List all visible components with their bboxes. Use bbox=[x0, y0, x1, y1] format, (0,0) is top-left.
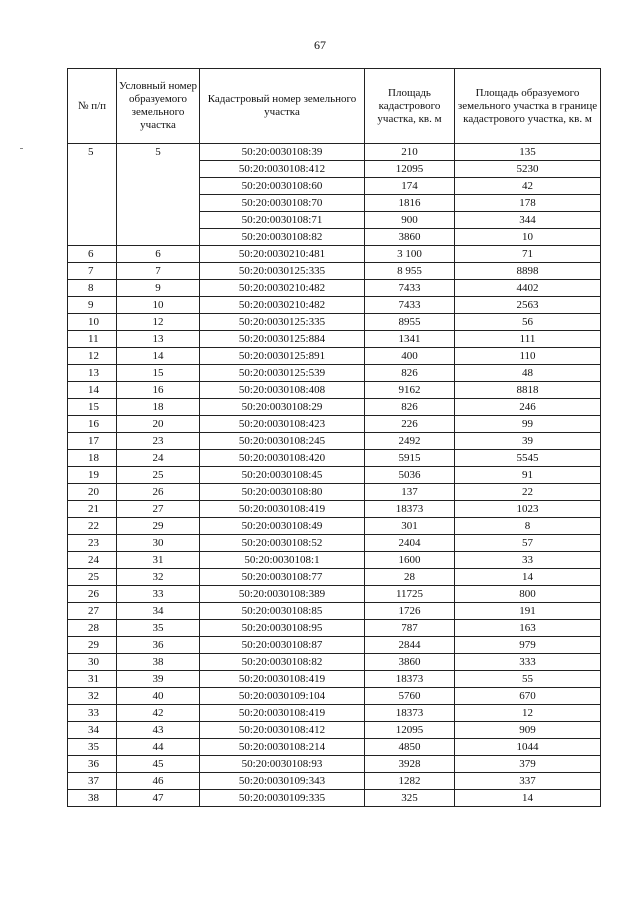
row-conditional-number: 13 bbox=[117, 331, 200, 348]
row-conditional-number: 34 bbox=[117, 603, 200, 620]
row-conditional-number: 12 bbox=[117, 314, 200, 331]
row-formed-area: 979 bbox=[455, 637, 601, 654]
row-cadastral-area: 8 955 bbox=[365, 263, 455, 280]
table-row bbox=[68, 705, 601, 722]
header-formed-area: Площадь образуемого земельного участка в границе кадастрового участка, кв. м bbox=[455, 69, 601, 144]
row-number: 19 bbox=[68, 467, 117, 484]
row-conditional-number: 23 bbox=[117, 433, 200, 450]
row-cadastral-number: 50:20:0030108:1 bbox=[200, 552, 365, 569]
row-cadastral-area: 301 bbox=[365, 518, 455, 535]
row-conditional-number: 46 bbox=[117, 773, 200, 790]
land-plots-table-wrapper bbox=[67, 68, 601, 807]
table-row bbox=[68, 297, 601, 314]
table-row bbox=[68, 722, 601, 739]
row-cadastral-area: 18373 bbox=[365, 671, 455, 688]
row-cadastral-number: 50:20:0030108:82 bbox=[200, 229, 365, 246]
row-formed-area: 2563 bbox=[455, 297, 601, 314]
row-cadastral-area: 1816 bbox=[365, 195, 455, 212]
row-number: 27 bbox=[68, 603, 117, 620]
row-formed-area: 5545 bbox=[455, 450, 601, 467]
row-cadastral-number: 50:20:0030108:85 bbox=[200, 603, 365, 620]
table-row bbox=[68, 654, 601, 671]
row-formed-area: 337 bbox=[455, 773, 601, 790]
row-cadastral-area: 5036 bbox=[365, 467, 455, 484]
row-formed-area: 5230 bbox=[455, 161, 601, 178]
table-body bbox=[68, 144, 601, 807]
row-formed-area: 91 bbox=[455, 467, 601, 484]
row-cadastral-area: 325 bbox=[365, 790, 455, 807]
row-cadastral-area: 7433 bbox=[365, 280, 455, 297]
row-cadastral-number: 50:20:0030108:29 bbox=[200, 399, 365, 416]
row-formed-area: 333 bbox=[455, 654, 601, 671]
row-conditional-number: 29 bbox=[117, 518, 200, 535]
row-conditional-number: 5 bbox=[117, 144, 200, 246]
table-row bbox=[68, 263, 601, 280]
row-cadastral-number: 50:20:0030125:335 bbox=[200, 263, 365, 280]
row-number: 23 bbox=[68, 535, 117, 552]
row-cadastral-number: 50:20:0030109:335 bbox=[200, 790, 365, 807]
row-cadastral-area: 3928 bbox=[365, 756, 455, 773]
table-row bbox=[68, 365, 601, 382]
row-conditional-number: 18 bbox=[117, 399, 200, 416]
row-cadastral-area: 1726 bbox=[365, 603, 455, 620]
row-cadastral-area: 226 bbox=[365, 416, 455, 433]
row-cadastral-area: 3860 bbox=[365, 229, 455, 246]
row-cadastral-number: 50:20:0030108:419 bbox=[200, 705, 365, 722]
row-cadastral-area: 210 bbox=[365, 144, 455, 161]
row-cadastral-number: 50:20:0030210:482 bbox=[200, 297, 365, 314]
row-cadastral-area: 1341 bbox=[365, 331, 455, 348]
row-cadastral-area: 137 bbox=[365, 484, 455, 501]
row-cadastral-area: 1282 bbox=[365, 773, 455, 790]
row-formed-area: 178 bbox=[455, 195, 601, 212]
row-cadastral-number: 50:20:0030125:891 bbox=[200, 348, 365, 365]
row-number: 5 bbox=[68, 144, 117, 246]
table-row bbox=[68, 535, 601, 552]
row-formed-area: 1044 bbox=[455, 739, 601, 756]
row-cadastral-number: 50:20:0030108:71 bbox=[200, 212, 365, 229]
table-row bbox=[68, 467, 601, 484]
header-number: № п/п bbox=[68, 69, 117, 144]
table-row bbox=[68, 280, 601, 297]
row-cadastral-number: 50:20:0030210:481 bbox=[200, 246, 365, 263]
row-formed-area: 163 bbox=[455, 620, 601, 637]
row-cadastral-number: 50:20:0030108:419 bbox=[200, 501, 365, 518]
row-conditional-number: 44 bbox=[117, 739, 200, 756]
row-cadastral-number: 50:20:0030108:87 bbox=[200, 637, 365, 654]
table-row bbox=[68, 348, 601, 365]
row-cadastral-number: 50:20:0030108:423 bbox=[200, 416, 365, 433]
row-conditional-number: 43 bbox=[117, 722, 200, 739]
table-row bbox=[68, 756, 601, 773]
row-formed-area: 39 bbox=[455, 433, 601, 450]
row-cadastral-area: 18373 bbox=[365, 501, 455, 518]
table-row bbox=[68, 739, 601, 756]
row-conditional-number: 39 bbox=[117, 671, 200, 688]
row-cadastral-area: 900 bbox=[365, 212, 455, 229]
row-cadastral-area: 7433 bbox=[365, 297, 455, 314]
row-number: 16 bbox=[68, 416, 117, 433]
row-cadastral-area: 3 100 bbox=[365, 246, 455, 263]
table-row bbox=[68, 246, 601, 263]
row-cadastral-area: 12095 bbox=[365, 722, 455, 739]
row-number: 36 bbox=[68, 756, 117, 773]
row-formed-area: 191 bbox=[455, 603, 601, 620]
table-row bbox=[68, 688, 601, 705]
row-number: 22 bbox=[68, 518, 117, 535]
row-cadastral-area: 28 bbox=[365, 569, 455, 586]
row-cadastral-area: 18373 bbox=[365, 705, 455, 722]
row-number: 30 bbox=[68, 654, 117, 671]
row-conditional-number: 40 bbox=[117, 688, 200, 705]
row-cadastral-number: 50:20:0030108:82 bbox=[200, 654, 365, 671]
row-cadastral-area: 3860 bbox=[365, 654, 455, 671]
table-row bbox=[68, 773, 601, 790]
row-conditional-number: 24 bbox=[117, 450, 200, 467]
row-cadastral-area: 787 bbox=[365, 620, 455, 637]
row-cadastral-area: 2844 bbox=[365, 637, 455, 654]
row-cadastral-number: 50:20:0030109:104 bbox=[200, 688, 365, 705]
table-row bbox=[68, 399, 601, 416]
row-formed-area: 99 bbox=[455, 416, 601, 433]
table-row bbox=[68, 637, 601, 654]
row-number: 7 bbox=[68, 263, 117, 280]
table-row bbox=[68, 331, 601, 348]
row-conditional-number: 15 bbox=[117, 365, 200, 382]
row-cadastral-number: 50:20:0030108:49 bbox=[200, 518, 365, 535]
row-cadastral-number: 50:20:0030108:77 bbox=[200, 569, 365, 586]
table-row bbox=[68, 314, 601, 331]
row-cadastral-number: 50:20:0030108:412 bbox=[200, 161, 365, 178]
table-header-row bbox=[68, 69, 601, 144]
row-formed-area: 379 bbox=[455, 756, 601, 773]
row-conditional-number: 10 bbox=[117, 297, 200, 314]
row-number: 13 bbox=[68, 365, 117, 382]
row-number: 29 bbox=[68, 637, 117, 654]
table-row bbox=[68, 484, 601, 501]
table-row bbox=[68, 382, 601, 399]
row-formed-area: 22 bbox=[455, 484, 601, 501]
row-formed-area: 48 bbox=[455, 365, 601, 382]
row-number: 14 bbox=[68, 382, 117, 399]
row-cadastral-area: 11725 bbox=[365, 586, 455, 603]
header-cadastral-area: Площадь кадастрового участка, кв. м bbox=[365, 69, 455, 144]
row-formed-area: 344 bbox=[455, 212, 601, 229]
row-number: 12 bbox=[68, 348, 117, 365]
row-number: 21 bbox=[68, 501, 117, 518]
table-row bbox=[68, 569, 601, 586]
row-conditional-number: 32 bbox=[117, 569, 200, 586]
land-plots-table bbox=[67, 68, 601, 807]
row-number: 28 bbox=[68, 620, 117, 637]
row-cadastral-number: 50:20:0030108:93 bbox=[200, 756, 365, 773]
row-formed-area: 800 bbox=[455, 586, 601, 603]
row-conditional-number: 7 bbox=[117, 263, 200, 280]
row-number: 35 bbox=[68, 739, 117, 756]
row-formed-area: 670 bbox=[455, 688, 601, 705]
row-number: 31 bbox=[68, 671, 117, 688]
row-formed-area: 42 bbox=[455, 178, 601, 195]
row-number: 17 bbox=[68, 433, 117, 450]
row-formed-area: 55 bbox=[455, 671, 601, 688]
table-row bbox=[68, 586, 601, 603]
row-number: 34 bbox=[68, 722, 117, 739]
row-conditional-number: 33 bbox=[117, 586, 200, 603]
row-formed-area: 14 bbox=[455, 790, 601, 807]
row-formed-area: 8898 bbox=[455, 263, 601, 280]
row-formed-area: 111 bbox=[455, 331, 601, 348]
row-cadastral-area: 174 bbox=[365, 178, 455, 195]
row-conditional-number: 20 bbox=[117, 416, 200, 433]
row-formed-area: 909 bbox=[455, 722, 601, 739]
row-cadastral-area: 4850 bbox=[365, 739, 455, 756]
row-cadastral-number: 50:20:0030108:52 bbox=[200, 535, 365, 552]
row-cadastral-number: 50:20:0030108:419 bbox=[200, 671, 365, 688]
header-conditional-number: Условный номер образуемого земельного участка bbox=[117, 69, 200, 144]
table-row bbox=[68, 603, 601, 620]
row-number: 26 bbox=[68, 586, 117, 603]
row-cadastral-area: 826 bbox=[365, 365, 455, 382]
row-formed-area: 10 bbox=[455, 229, 601, 246]
row-number: 38 bbox=[68, 790, 117, 807]
row-formed-area: 71 bbox=[455, 246, 601, 263]
row-conditional-number: 9 bbox=[117, 280, 200, 297]
table-row bbox=[68, 620, 601, 637]
row-cadastral-number: 50:20:0030108:214 bbox=[200, 739, 365, 756]
table-row bbox=[68, 433, 601, 450]
margin-mark bbox=[20, 148, 23, 149]
row-number: 9 bbox=[68, 297, 117, 314]
table-row bbox=[68, 501, 601, 518]
row-cadastral-area: 400 bbox=[365, 348, 455, 365]
row-conditional-number: 47 bbox=[117, 790, 200, 807]
row-cadastral-number: 50:20:0030108:70 bbox=[200, 195, 365, 212]
row-cadastral-number: 50:20:0030108:408 bbox=[200, 382, 365, 399]
table-row bbox=[68, 552, 601, 569]
row-conditional-number: 35 bbox=[117, 620, 200, 637]
table-row bbox=[68, 790, 601, 807]
row-number: 8 bbox=[68, 280, 117, 297]
row-cadastral-number: 50:20:0030210:482 bbox=[200, 280, 365, 297]
row-cadastral-number: 50:20:0030109:343 bbox=[200, 773, 365, 790]
row-cadastral-area: 826 bbox=[365, 399, 455, 416]
row-cadastral-number: 50:20:0030108:245 bbox=[200, 433, 365, 450]
row-conditional-number: 31 bbox=[117, 552, 200, 569]
row-conditional-number: 26 bbox=[117, 484, 200, 501]
row-cadastral-area: 2492 bbox=[365, 433, 455, 450]
row-cadastral-number: 50:20:0030108:60 bbox=[200, 178, 365, 195]
row-number: 24 bbox=[68, 552, 117, 569]
row-formed-area: 135 bbox=[455, 144, 601, 161]
row-number: 10 bbox=[68, 314, 117, 331]
row-cadastral-number: 50:20:0030108:95 bbox=[200, 620, 365, 637]
row-cadastral-number: 50:20:0030125:884 bbox=[200, 331, 365, 348]
row-number: 18 bbox=[68, 450, 117, 467]
row-number: 25 bbox=[68, 569, 117, 586]
row-cadastral-area: 2404 bbox=[365, 535, 455, 552]
row-cadastral-number: 50:20:0030108:39 bbox=[200, 144, 365, 161]
row-number: 6 bbox=[68, 246, 117, 263]
row-number: 32 bbox=[68, 688, 117, 705]
page-number: 67 bbox=[314, 38, 326, 52]
row-formed-area: 14 bbox=[455, 569, 601, 586]
row-formed-area: 33 bbox=[455, 552, 601, 569]
row-cadastral-number: 50:20:0030108:45 bbox=[200, 467, 365, 484]
row-formed-area: 8 bbox=[455, 518, 601, 535]
row-cadastral-number: 50:20:0030108:420 bbox=[200, 450, 365, 467]
row-number: 37 bbox=[68, 773, 117, 790]
row-conditional-number: 27 bbox=[117, 501, 200, 518]
row-conditional-number: 6 bbox=[117, 246, 200, 263]
row-conditional-number: 25 bbox=[117, 467, 200, 484]
row-number: 11 bbox=[68, 331, 117, 348]
row-formed-area: 57 bbox=[455, 535, 601, 552]
row-formed-area: 1023 bbox=[455, 501, 601, 518]
row-cadastral-number: 50:20:0030125:539 bbox=[200, 365, 365, 382]
table-row bbox=[68, 671, 601, 688]
row-conditional-number: 42 bbox=[117, 705, 200, 722]
table-row bbox=[68, 144, 601, 161]
row-formed-area: 12 bbox=[455, 705, 601, 722]
row-number: 20 bbox=[68, 484, 117, 501]
row-cadastral-area: 5915 bbox=[365, 450, 455, 467]
row-cadastral-number: 50:20:0030108:389 bbox=[200, 586, 365, 603]
row-number: 15 bbox=[68, 399, 117, 416]
table-row bbox=[68, 416, 601, 433]
row-conditional-number: 45 bbox=[117, 756, 200, 773]
row-formed-area: 4402 bbox=[455, 280, 601, 297]
row-formed-area: 56 bbox=[455, 314, 601, 331]
table-row bbox=[68, 518, 601, 535]
row-cadastral-number: 50:20:0030108:80 bbox=[200, 484, 365, 501]
header-cadastral-number: Кадастровый номер земельного участка bbox=[200, 69, 365, 144]
row-formed-area: 246 bbox=[455, 399, 601, 416]
row-cadastral-number: 50:20:0030108:412 bbox=[200, 722, 365, 739]
row-formed-area: 8818 bbox=[455, 382, 601, 399]
row-number: 33 bbox=[68, 705, 117, 722]
row-cadastral-area: 9162 bbox=[365, 382, 455, 399]
row-conditional-number: 30 bbox=[117, 535, 200, 552]
row-cadastral-area: 8955 bbox=[365, 314, 455, 331]
row-cadastral-area: 12095 bbox=[365, 161, 455, 178]
row-conditional-number: 14 bbox=[117, 348, 200, 365]
row-cadastral-number: 50:20:0030125:335 bbox=[200, 314, 365, 331]
row-formed-area: 110 bbox=[455, 348, 601, 365]
row-conditional-number: 36 bbox=[117, 637, 200, 654]
row-conditional-number: 38 bbox=[117, 654, 200, 671]
table-row bbox=[68, 450, 601, 467]
row-conditional-number: 16 bbox=[117, 382, 200, 399]
row-cadastral-area: 5760 bbox=[365, 688, 455, 705]
row-cadastral-area: 1600 bbox=[365, 552, 455, 569]
